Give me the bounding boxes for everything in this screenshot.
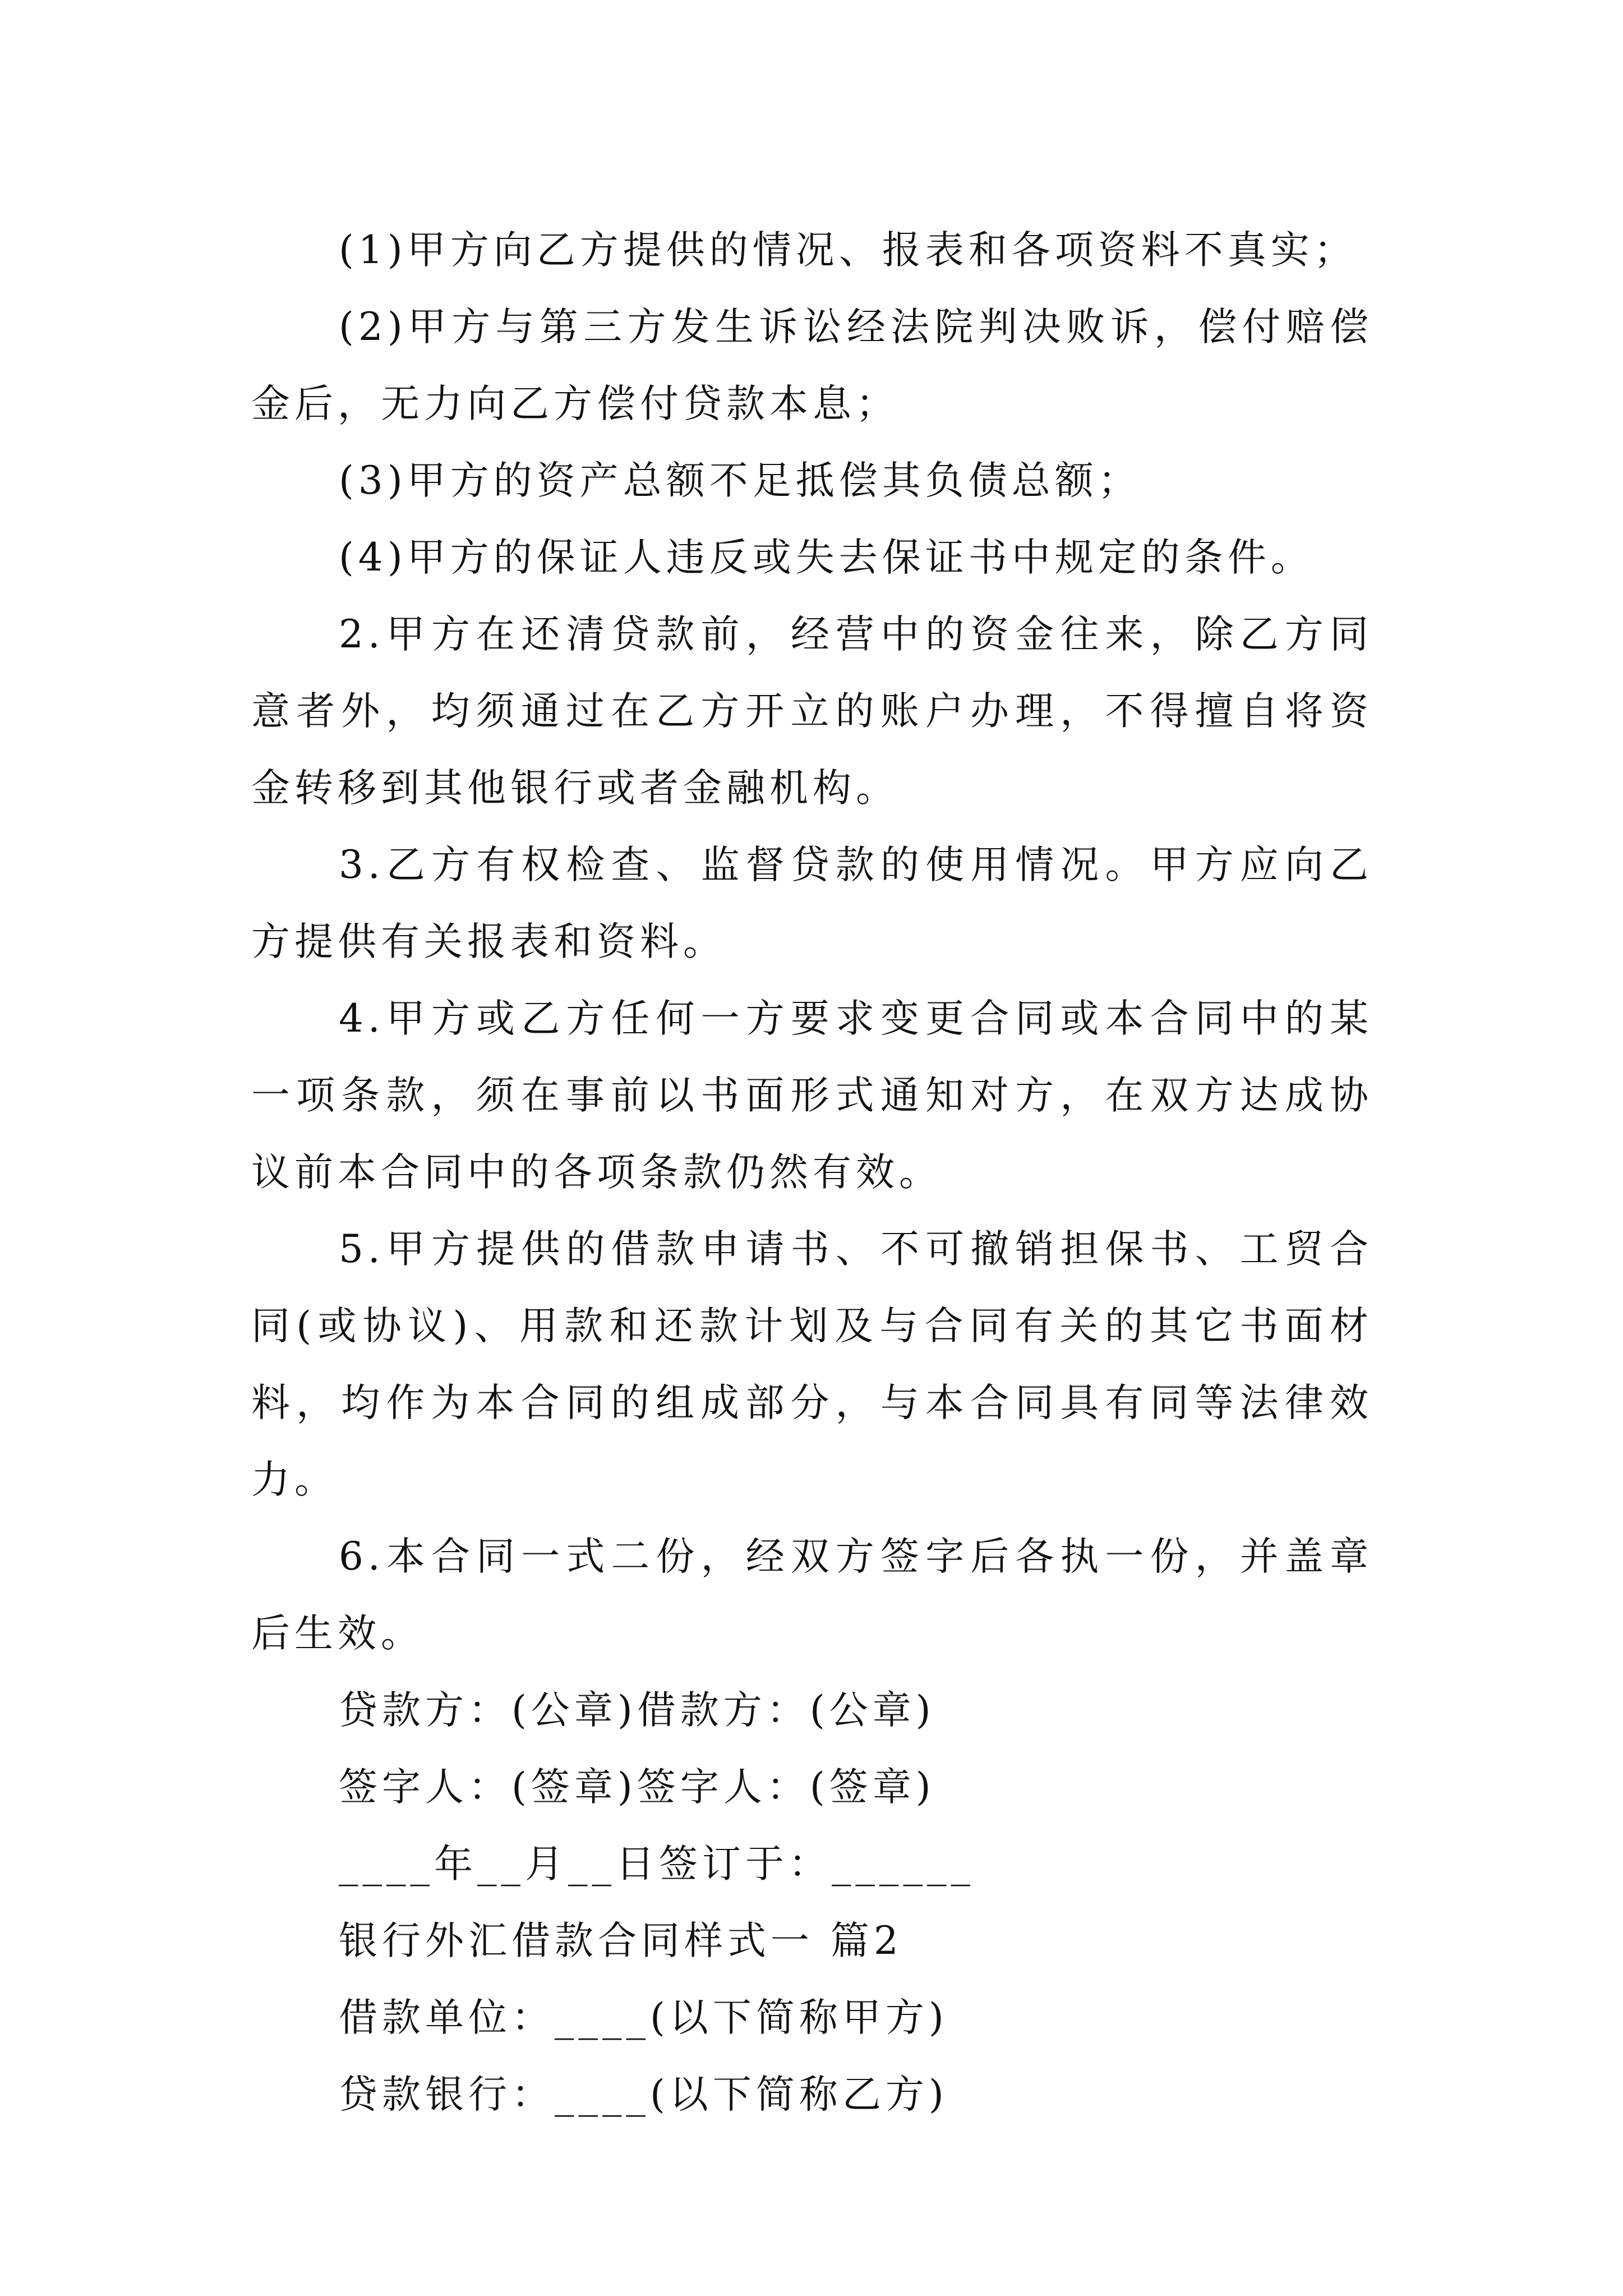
clause-1-3: (3)甲方的资产总额不足抵偿其负债总额； [339, 458, 1141, 503]
clause-1-4: (4)甲方的保证人违反或失去保证书中规定的条件。 [339, 535, 1314, 580]
signatory-line: 签字人：(签章)签字人：(签章) [339, 1765, 935, 1810]
clause-4: 4.甲方或乙方任何一方要求变更合同或本合同中的某一项条款，须在事前以书面形式通知对方，在双方达成协议前本合同中的各项条款仍然有效。 [251, 996, 1373, 1195]
lending-bank-line: 贷款银行：____(以下简称乙方) [339, 2072, 948, 2117]
borrower-unit-line: 借款单位：____(以下简称甲方) [339, 1995, 948, 2040]
clause-6: 6.本合同一式二份，经双方签字后各执一份，并盖章后生效。 [251, 1534, 1373, 1656]
lender-borrower-seal-line: 贷款方：(公章)借款方：(公章) [339, 1688, 935, 1733]
clause-5: 5.甲方提供的借款申请书、不可撤销担保书、工贸合同(或协议)、用款和还款计划及与合同有关的其它书面材料，均作为本合同的组成部分，与本合同具有同等法律效力。 [251, 1227, 1373, 1502]
clause-3: 3.乙方有权检查、监督贷款的使用情况。甲方应向乙方提供有关报表和资料。 [251, 843, 1373, 964]
document-body [251, 212, 1373, 2133]
section-heading: 银行外汇借款合同样式一 篇2 [339, 1918, 903, 1963]
clause-2: 2.甲方在还清贷款前，经营中的资金往来，除乙方同意者外，均须通过在乙方开立的账户办理，不得擅自将资金转移到其他银行或者金融机构。 [251, 612, 1373, 811]
clause-1-1: (1)甲方向乙方提供的情况、报表和各项资料不真实； [339, 228, 1357, 273]
clause-1-2: (2)甲方与第三方发生诉讼经法院判决败诉，偿付赔偿金后，无力向乙方偿付贷款本息； [251, 305, 1373, 426]
signing-date-line: ____年__月__日签订于：______ [339, 1842, 975, 1887]
